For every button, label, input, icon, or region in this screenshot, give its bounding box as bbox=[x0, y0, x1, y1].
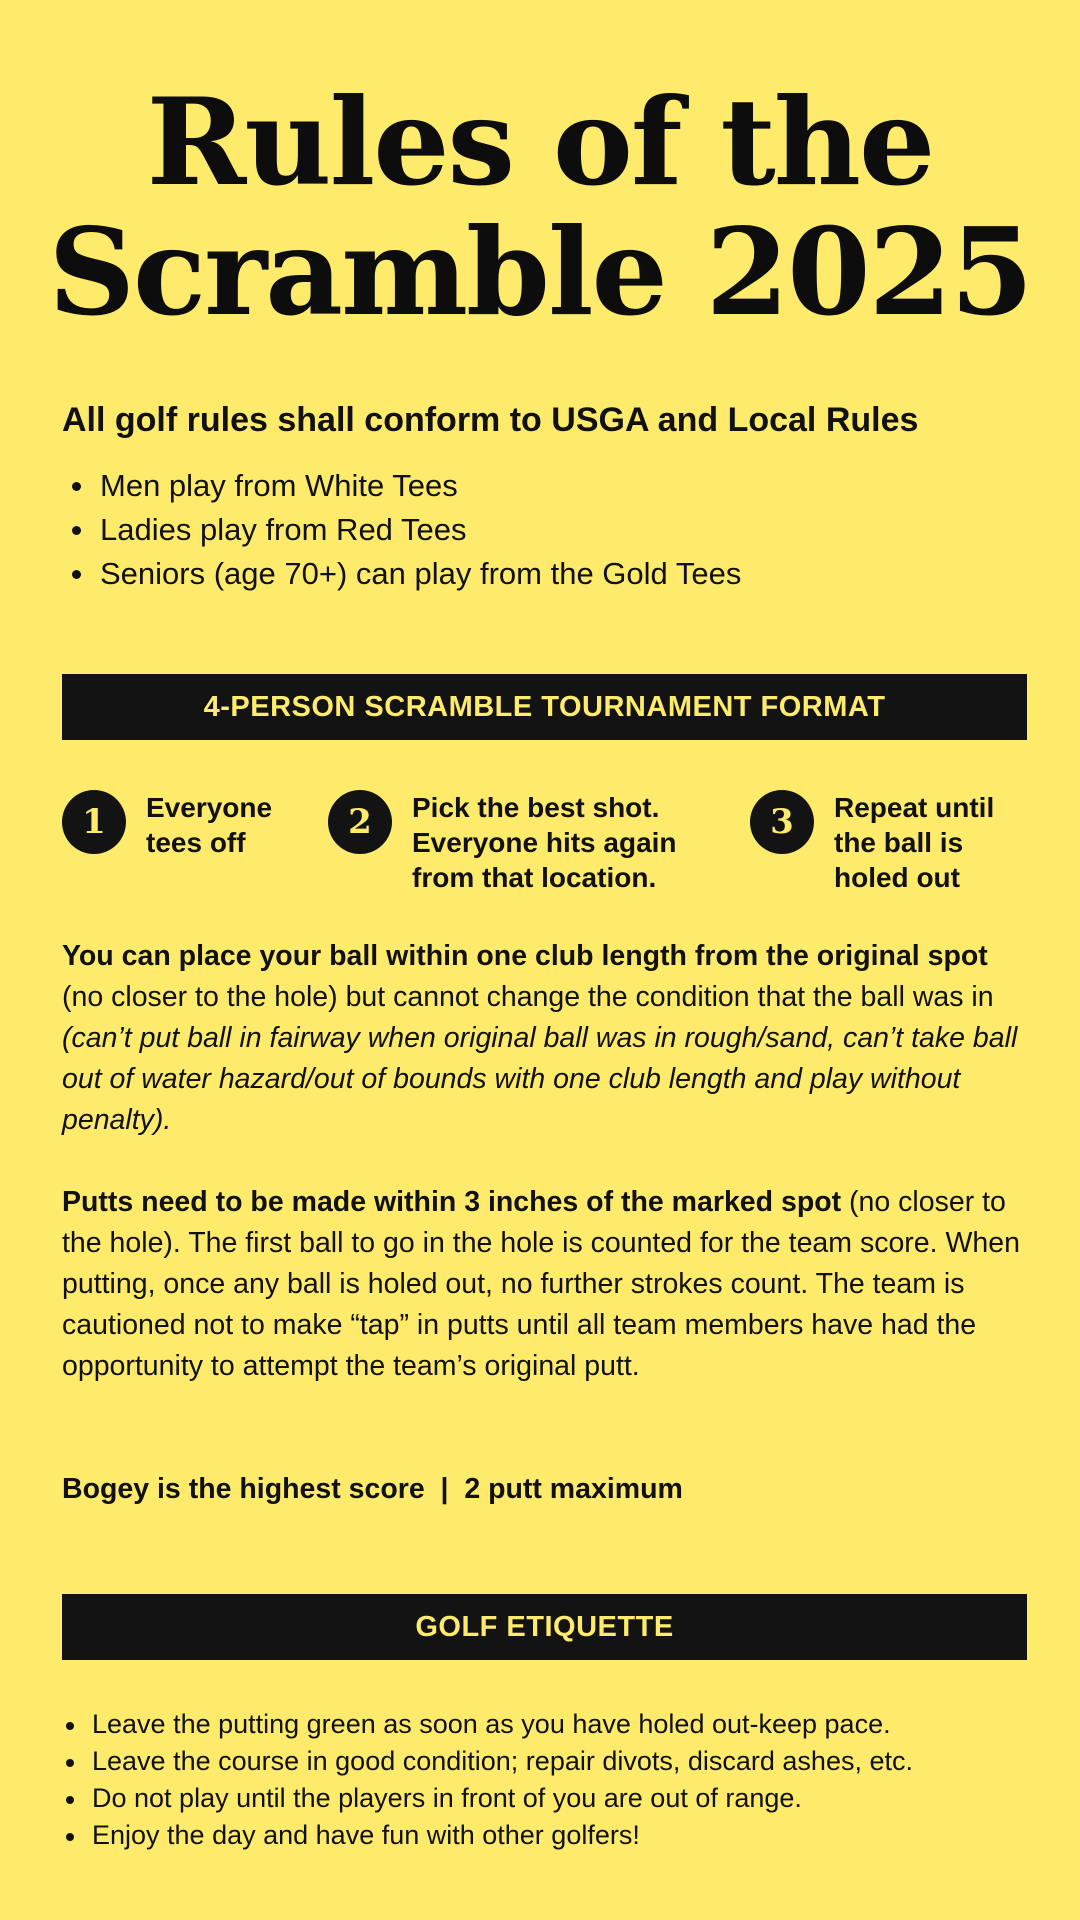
step-2 bbox=[328, 790, 677, 895]
list-item: Leave the putting green as soon as you have holed out-keep pace. bbox=[62, 1706, 1042, 1743]
ball-placement-rule bbox=[62, 936, 1027, 1141]
placement-rule-text: (no closer to the hole) but cannot change the condition that the ball was in bbox=[62, 981, 994, 1013]
list-item-seniors-tees: Seniors (age 70+) can play from the Gold Tees bbox=[62, 552, 1022, 596]
step-3 bbox=[750, 790, 994, 895]
scoring-rule: Bogey is the highest score | 2 putt maximum bbox=[62, 1473, 683, 1505]
step-number-badge: 1 bbox=[62, 790, 126, 854]
tee-list bbox=[62, 464, 1022, 596]
placement-rule-italic: (can’t put ball in fairway when original ball was in rough/sand, can’t take ball out of water hazard/out of bounds with one club length and play without penalty). bbox=[62, 1022, 1018, 1136]
putting-rule bbox=[62, 1182, 1027, 1387]
etiquette-banner: GOLF ETIQUETTE bbox=[62, 1594, 1027, 1660]
list-item: Do not play until the players in front of you are out of range. bbox=[62, 1780, 1042, 1817]
step-text: Everyone tees off bbox=[146, 792, 273, 858]
step-text: Repeat until the ball is holed out bbox=[834, 792, 995, 893]
putting-rule-bold: Putts need to be made within 3 inches of the marked spot bbox=[62, 1186, 842, 1218]
list-item: Leave the course in good condition; repair divots, discard ashes, etc. bbox=[62, 1743, 1042, 1780]
etiquette-list bbox=[62, 1706, 1042, 1854]
list-item: Enjoy the day and have fun with other golfers! bbox=[62, 1817, 1042, 1854]
title-line-1: Rules of the bbox=[146, 72, 934, 213]
title-line-2: Scramble 2025 bbox=[48, 202, 1032, 343]
step-number-badge: 3 bbox=[750, 790, 814, 854]
step-number-badge: 2 bbox=[328, 790, 392, 854]
page-title bbox=[0, 72, 1080, 343]
placement-rule-bold: You can place your ball within one club length from the original spot bbox=[62, 940, 988, 972]
list-item-ladies-tees: Ladies play from Red Tees bbox=[62, 508, 1022, 552]
step-text: Pick the best shot. Everyone hits again from that location. bbox=[412, 792, 677, 893]
step-1 bbox=[62, 790, 272, 860]
rules-subheading: All golf rules shall conform to USGA and Local Rules bbox=[62, 401, 919, 439]
putting-rule-text: (no closer to the hole). The first ball to go in the hole is counted for the team score. When putting, once any ball is holed out, no further strokes count. The team is cautioned not to make “tap” in putts until all team members have had the opportunity to attempt the team’s original putt. bbox=[62, 1186, 1020, 1382]
list-item-men-tees: Men play from White Tees bbox=[62, 464, 1022, 508]
format-banner: 4-PERSON SCRAMBLE TOURNAMENT FORMAT bbox=[62, 674, 1027, 740]
